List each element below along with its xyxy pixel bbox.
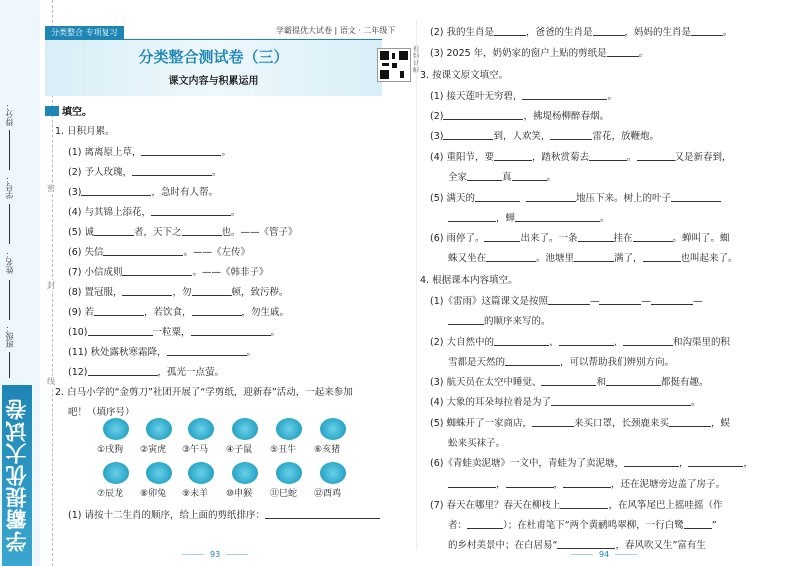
blank[interactable] [560,499,608,509]
q4-item-2: (2) 大自然中的 、 、 和沟渠里的积 [430,337,731,348]
blank[interactable] [484,232,520,242]
question-4: 4. 根据课本内容填空。 [420,275,518,286]
item-9: (9) 若 ，若饮食， ，勿生戚。 [68,307,290,318]
score-label: 得分： [5,102,14,126]
blank[interactable] [122,286,172,296]
q3-item-2: (2) ，拂堤杨柳醉春烟。 [430,111,609,122]
blank[interactable] [688,457,743,467]
item-6: (6) 失信 。——《左传》 [68,247,250,258]
blank[interactable] [94,306,144,316]
blank[interactable] [182,226,222,236]
blank[interactable] [557,539,615,549]
zodiac-papercut-icon [103,462,129,484]
blank[interactable] [494,151,532,161]
blank[interactable] [506,478,554,488]
page-number-right: 94 [565,550,643,559]
blank[interactable] [81,186,151,196]
zodiac-papercut-icon [232,462,258,484]
zodiac-label: ⑩申猴 [226,489,253,499]
section-number-one-icon [45,106,59,116]
blank[interactable] [151,206,231,216]
binding-strip [0,0,40,566]
question-1: 1. 日积月累。 [55,126,115,137]
item-7: (7) 小信成则 。——《韩非子》 [68,267,269,278]
blank[interactable] [515,212,600,222]
blank[interactable] [550,130,592,140]
item-11: (11) 秋处露秋寒霜降， 。 [68,347,257,358]
blank[interactable] [122,266,192,276]
zodiac-label: ⑨未羊 [182,489,209,499]
blank[interactable] [192,286,232,296]
blank[interactable] [589,151,627,161]
zodiac-papercut-icon [146,462,172,484]
q3-item-5: (5) 满天的 地压下来。树上的叶子 [430,190,721,204]
blank[interactable] [532,417,574,427]
zodiac-papercut-icon [103,418,129,440]
item-4: (4) 与其锦上添花， 。 [68,207,241,218]
q4-item-5: (5) 蜘蛛开了一家商店， 来买口罩，长颈鹿来买 ，蜈 [430,418,731,429]
id-line [9,204,10,244]
title-banner [45,40,420,96]
blank[interactable] [467,519,503,529]
blank[interactable] [512,171,547,181]
zodiac-papercut-icon [320,418,346,440]
q4-item-7: (7) 春天在哪里？春天在柳枝上 ，在风筝尾巴上摇哇摇（作 [430,500,723,511]
qr-code-icon[interactable] [377,48,411,82]
item-3: (3) ，急时有人帮。 [68,187,218,198]
blank[interactable] [578,232,614,242]
zodiac-papercut-icon [146,418,172,440]
blank[interactable] [494,26,526,36]
blank[interactable] [443,110,523,120]
blank[interactable] [684,519,712,529]
name-label: 姓名： [5,250,14,274]
blank[interactable] [191,326,271,336]
blank[interactable] [624,457,679,467]
zodiac-label: ⑦辰龙 [97,489,124,499]
zodiac-label: ②寅虎 [140,445,167,455]
blank[interactable] [563,478,611,488]
score-line [9,130,10,170]
question-2-line1: 2. 白马小学的“金剪刀”社团开展了“学剪纸，迎新春”活动，一起来参加 [55,387,353,398]
blank[interactable] [475,192,520,202]
blank[interactable] [526,192,576,202]
name-line [9,280,10,320]
cut-mark-2: 封 [47,281,55,290]
blank[interactable] [88,366,158,376]
blank[interactable] [132,166,212,176]
page-title: 分类整合测试卷（三） [138,48,289,66]
question-2-sub1: (1) 请按十二生肖的顺序，给上面的剪纸排序： [68,507,380,521]
r-item-2: (2) 我的生肖是 ，爸爸的生肖是 ，妈妈的生肖是 。 [430,27,733,38]
q4-item-6-cont: ， ， ，还在泥塘旁边盖了房子。 [448,476,725,490]
blank[interactable] [623,336,673,346]
id-label: 学号： [5,175,14,199]
blank[interactable] [88,326,153,336]
brand-line: 学霸提优大试卷 | 语文 · 二年级下 [276,26,396,35]
item-5: (5) 诚 者，天下之 也。——《管子》 [68,227,298,238]
blank[interactable] [669,417,711,427]
section-title: 填空。 [62,107,92,118]
q4-item-2-cont: 雪都是天然的 ，可以帮助我们辨别方向。 [448,357,675,368]
zodiac-label: ④子鼠 [226,445,253,455]
page-number-left: 93 [176,550,254,559]
blank[interactable] [593,26,625,36]
blank[interactable] [443,130,493,140]
zodiac-label: ③午马 [182,445,209,455]
zodiac-label: ①戌狗 [97,445,124,455]
blank[interactable] [606,376,661,386]
blank[interactable] [643,252,681,262]
zodiac-label: ⑧卯兔 [140,489,167,499]
blank[interactable] [548,295,590,305]
q4-item-1: (1)《雷雨》这篇课文是按照 — — — [430,296,703,307]
blank[interactable] [448,212,496,222]
q3-item-4-cont: 全家 真 。 [448,172,557,183]
blank[interactable] [265,509,380,519]
blank[interactable] [192,306,242,316]
blank[interactable] [448,315,484,325]
zodiac-papercut-icon [276,418,302,440]
blank[interactable] [574,252,614,262]
blank[interactable] [671,192,721,202]
item-12: (12) ，孤光一点萤。 [68,367,225,378]
section-fill-blank [45,103,92,118]
zodiac-papercut-icon [320,462,346,484]
blank[interactable] [94,226,134,236]
item-10: (10) 一粒粟， 。 [68,327,281,338]
brand-vertical: 学霸提优大试卷 [2,385,32,566]
blank[interactable] [103,246,183,256]
class-line [9,352,10,378]
blank[interactable] [599,295,641,305]
question-2-line2: 吧！（填序号） [68,407,135,418]
cut-mark-1: 密 [47,184,55,193]
class-label: 班级： [5,324,14,348]
zodiac-papercut-icon [276,462,302,484]
zodiac-label: ⑪巳蛇 [270,489,298,499]
zodiac-papercut-icon [232,418,258,440]
q3-item-5-cont: ，蝉 。 [448,210,610,224]
blank[interactable] [467,171,502,181]
r-item-3: (3) 2025 年，奶奶家的窗户上贴的剪纸是 。 [430,48,649,59]
qr-label: 视频讲解 [413,46,420,74]
category-tag: 分类整合 专项复习 [45,26,124,40]
q3-item-6: (6) 雨停了。 出来了。一条 挂在 。蝉叫了。蜘 [430,233,730,244]
q3-item-4: (4) 重阳节，要 ，踏秋赏菊去 。 又是新春到， [430,152,732,163]
cut-mark-3: 线 [47,377,55,386]
q4-item-5-cont: 蚣来买袜子。 [448,438,506,449]
q4-item-7-cont2: 的乡村美景中；在白居易“ ，春风吹又生”富有生 [448,540,706,551]
q3-item-6-cont: 蛛又坐在 。池塘里 满了， 也叫起来了。 [448,253,738,264]
page-subtitle: 课文内容与积累运用 [168,76,259,87]
blank[interactable] [607,47,639,57]
blank[interactable] [141,146,221,156]
blank[interactable] [551,396,691,406]
blank[interactable] [167,346,247,356]
blank[interactable] [559,336,614,346]
blank[interactable] [505,356,560,366]
item-2: (2) 予人玫瑰， 。 [68,167,222,178]
blank[interactable] [633,232,673,242]
zodiac-papercut-icon [188,462,214,484]
q4-item-7-cont: 者： ）；在杜甫笔下“两个黄鹂鸣翠柳，一行白鹭 ” [448,520,717,531]
q4-item-1-cont: 的顺序来写的。 [448,313,551,327]
blank[interactable] [541,376,596,386]
zodiac-label: ⑥亥猪 [314,445,341,455]
blank[interactable] [494,336,549,346]
q4-item-3: (3) 航天员在太空中睡觉、 和 都挺有趣。 [430,377,709,388]
zodiac-label: ⑤丑牛 [270,445,297,455]
q3-item-3: (3) 到，人欢笑， 雷花，放鞭炮。 [430,131,659,142]
question-3: 3. 按课文原文填空。 [420,70,509,81]
blank[interactable] [637,151,675,161]
q4-item-6: (6)《青蛙卖泥塘》一文中，青蛙为了卖泥塘， ， ， [430,458,753,469]
zodiac-label: ⑫酉鸡 [314,489,342,499]
blank[interactable] [486,252,536,262]
item-1: (1) 离离原上草， 。 [68,147,231,158]
zodiac-papercut-icon [188,418,214,440]
q3-item-1: (1) 接天莲叶无穷碧， 。 [430,91,617,102]
blank[interactable] [448,478,496,488]
item-8: (8) 置冠服， ，勿 顿，致污秽。 [68,287,289,298]
blank[interactable] [651,295,693,305]
page-divider [416,20,417,550]
blank[interactable] [691,26,723,36]
blank[interactable] [522,90,607,100]
q4-item-4: (4) 大象的耳朵每拉着是为了 。 [430,397,701,408]
